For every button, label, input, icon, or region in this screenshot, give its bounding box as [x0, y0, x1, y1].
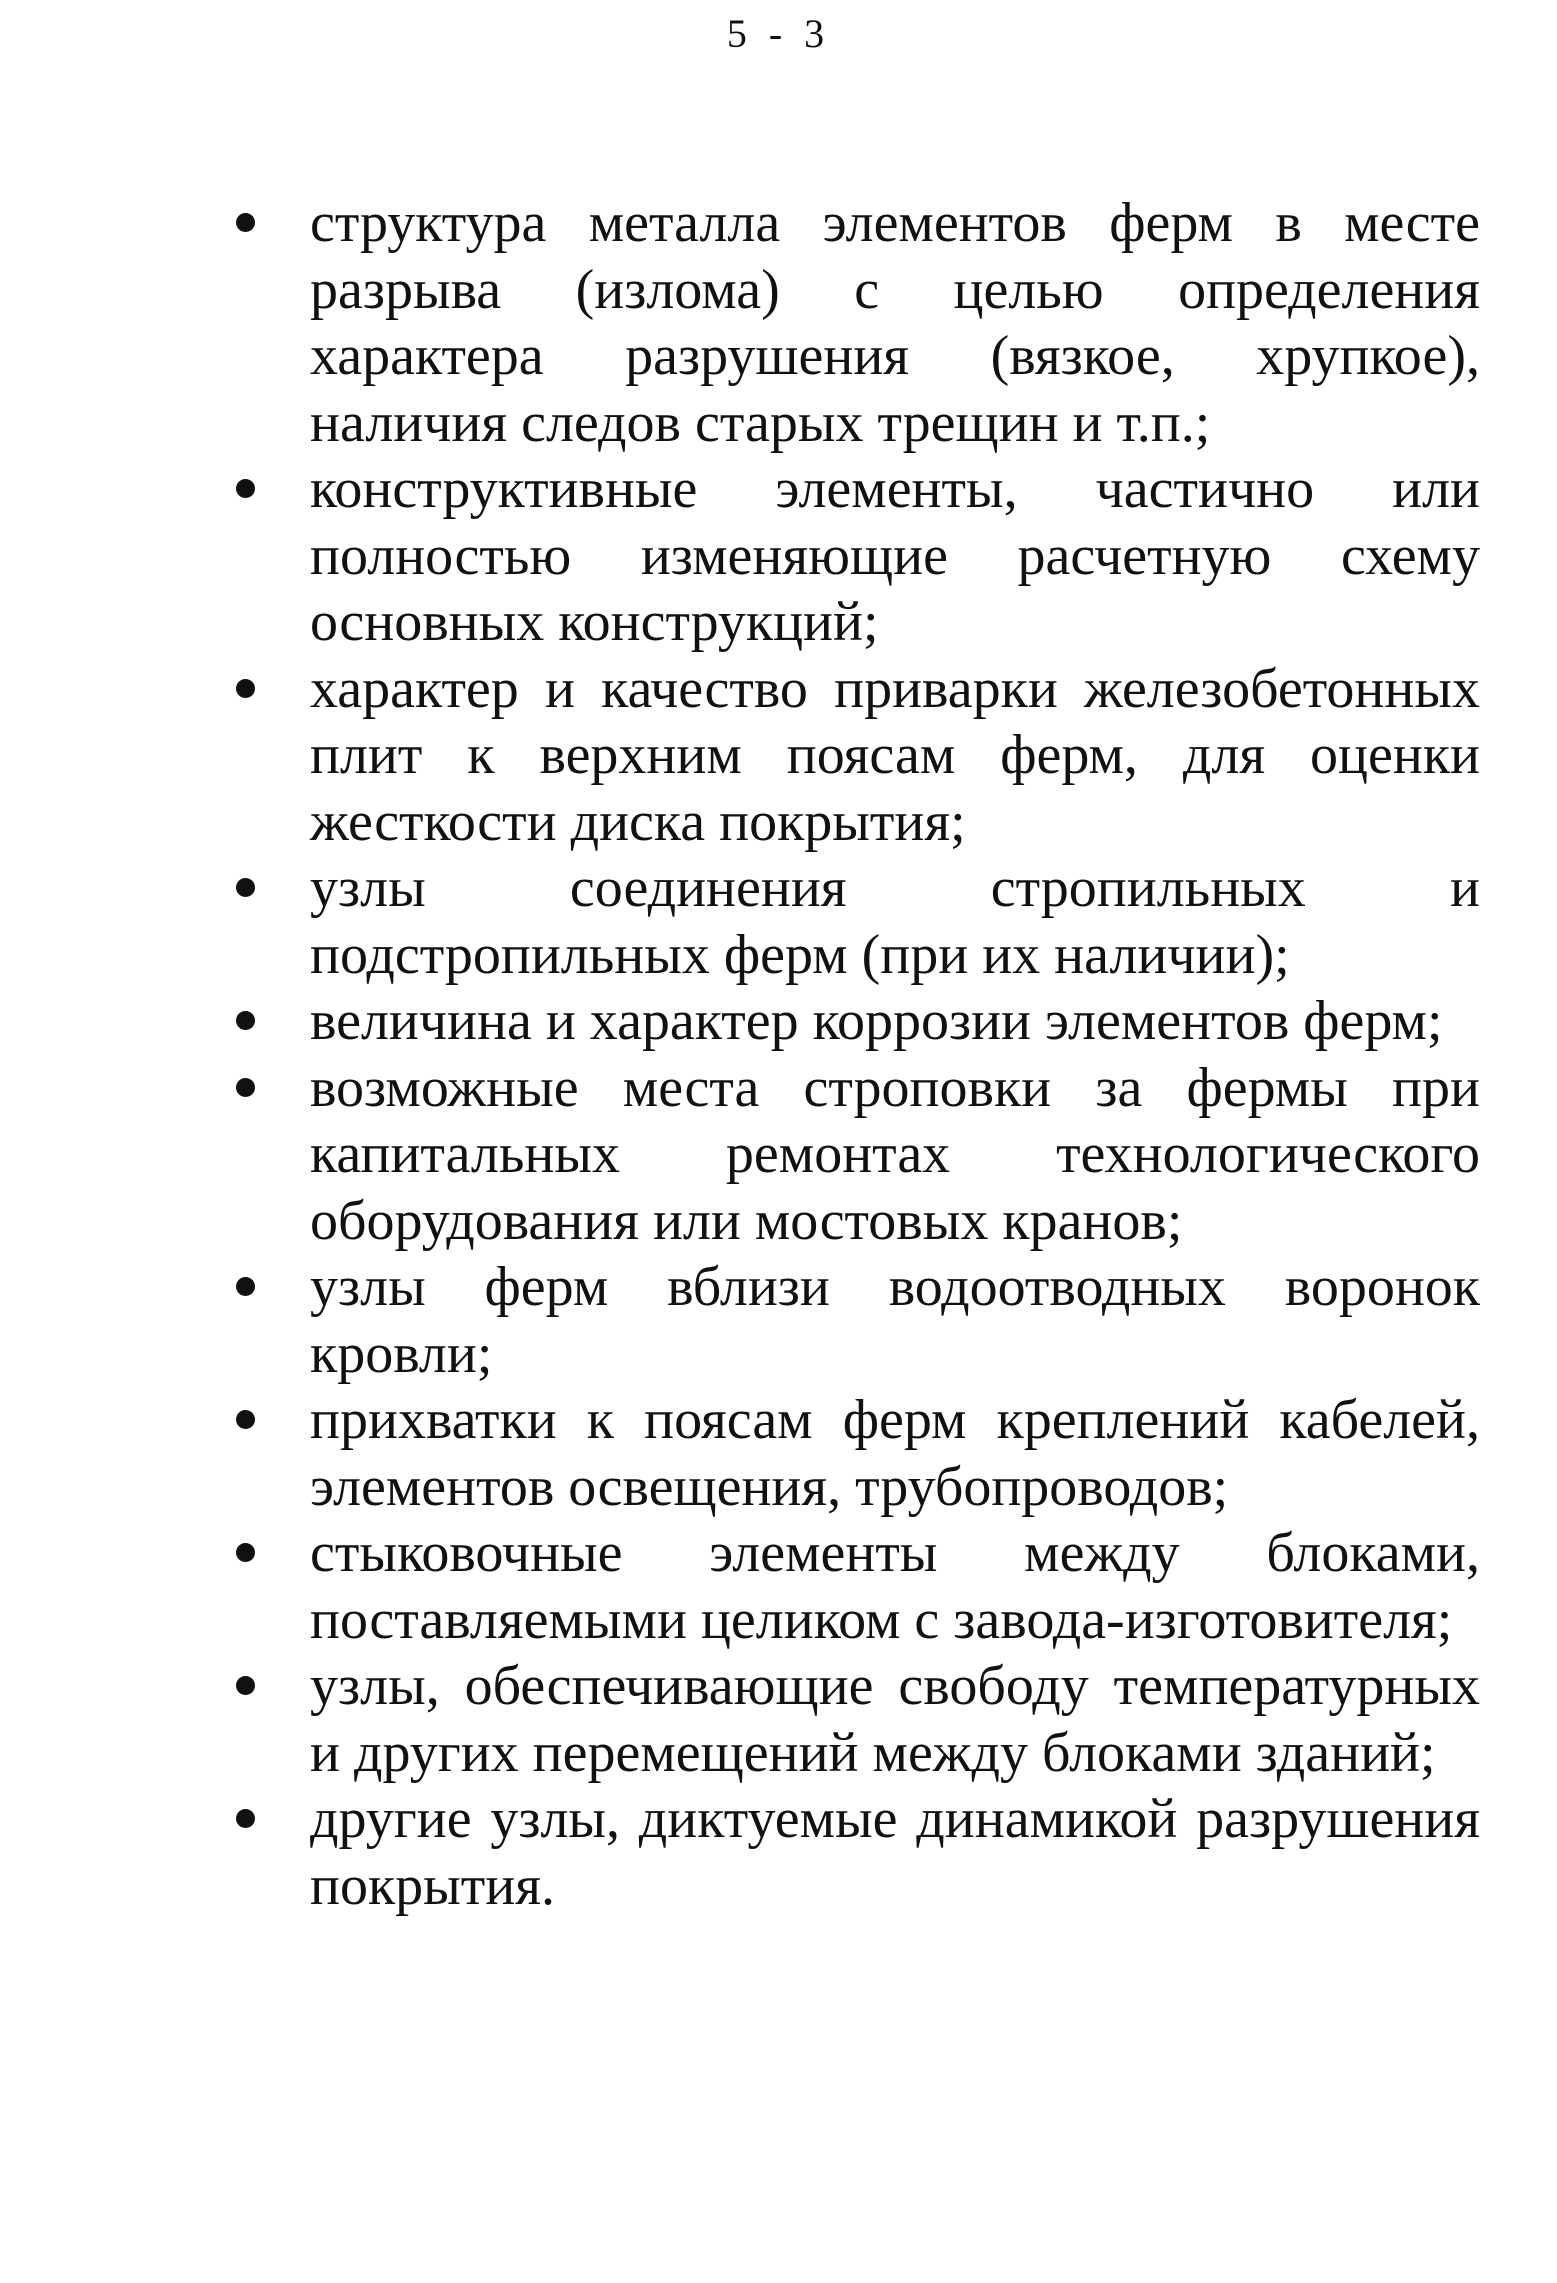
list-item: [232, 1653, 1480, 1786]
bullet-dot-icon: [236, 213, 255, 232]
list-item-text: характер и качество приварки железобетонных плит к верхним поясам ферм, для оценки жесткости диска покрытия;: [310, 657, 1480, 853]
bullet-dot-icon: [236, 1011, 255, 1030]
list-item: [232, 988, 1480, 1055]
list-item: [232, 1387, 1480, 1520]
list-item: [232, 855, 1480, 988]
list-item: [232, 190, 1480, 456]
bullet-dot-icon: [236, 1676, 255, 1695]
bullet-dot-icon: [236, 1543, 255, 1562]
list-item: [232, 1254, 1480, 1387]
list-item-text: структура металла элементов ферм в месте разрыва (излома) с целью определения характера разрушения (вязкое, хрупкое), наличия следов старых трещин и т.п.;: [310, 192, 1480, 454]
list-item-text: стыковочные элементы между блоками, поставляемыми целиком с завода-изготовителя;: [310, 1522, 1480, 1651]
list-item: [232, 1786, 1480, 1919]
list-item-text: величина и характер коррозии элементов ферм;: [310, 990, 1443, 1052]
bullet-dot-icon: [236, 1078, 255, 1097]
list-item: [232, 456, 1480, 656]
list-item-text: прихватки к поясам ферм креплений кабелей, элементов освещения, трубопроводов;: [310, 1389, 1480, 1518]
list-item-text: конструктивные элементы, частично или полностью изменяющие расчетную схему основных конструкций;: [310, 458, 1480, 653]
list-item: [232, 1055, 1480, 1255]
list-item-text: другие узлы, диктуемые динамикой разрушения покрытия.: [310, 1788, 1480, 1917]
bullet-dot-icon: [236, 1809, 255, 1828]
bullet-dot-icon: [236, 878, 255, 897]
list-item: [232, 656, 1480, 856]
list-item: [232, 1520, 1480, 1653]
bullet-dot-icon: [236, 679, 255, 698]
bullet-dot-icon: [236, 1410, 255, 1429]
page-number: 5 - 3: [726, 11, 831, 56]
list-item-text: возможные места строповки за фермы при капитальных ремонтах технологического оборудования или мостовых кранов;: [310, 1056, 1480, 1252]
list-item-text: узлы ферм вблизи водоотводных воронок кровли;: [310, 1256, 1480, 1385]
list-item-text: узлы, обеспечивающие свободу температурных и других перемещений между блоками зданий;: [310, 1655, 1480, 1784]
bullet-dot-icon: [236, 1277, 255, 1296]
bullet-list: [232, 190, 1480, 1919]
bullet-dot-icon: [236, 479, 255, 498]
list-item-text: узлы соединения стропильных и подстропильных ферм (при их наличии);: [310, 857, 1480, 986]
